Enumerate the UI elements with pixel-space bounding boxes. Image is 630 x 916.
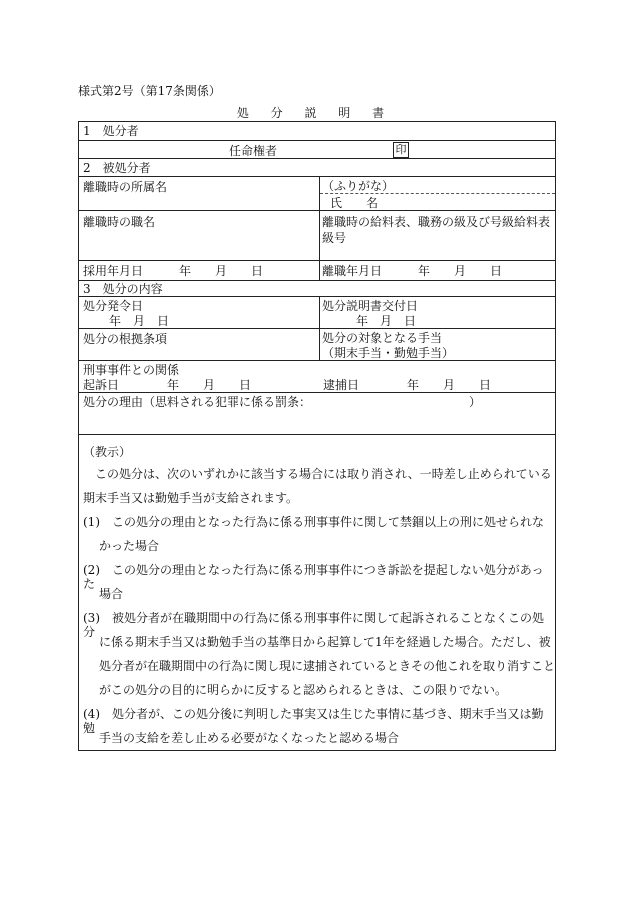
section3-heading: 3 処分の内容 bbox=[83, 282, 163, 296]
furigana-divider bbox=[320, 193, 555, 194]
delivery-date-value: 年 月 日 bbox=[356, 314, 417, 328]
seal-stamp: 印 bbox=[393, 142, 409, 158]
document-title: 処 分 説 明 書 bbox=[236, 106, 394, 120]
notes-item3-line3: 処分者が在職期間中の行為に関し現に逮捕されているときその他これを取り消すこと bbox=[99, 659, 556, 673]
basis-label: 処分の根拠条項 bbox=[83, 332, 168, 346]
position-label: 離職時の職名 bbox=[83, 215, 156, 229]
criminal-row bbox=[79, 360, 555, 393]
reason-close: ） bbox=[469, 395, 482, 409]
instructions-section bbox=[79, 434, 555, 750]
notes-heading: （教示） bbox=[83, 445, 132, 459]
arrest-date: 逮捕日 年 月 日 bbox=[323, 378, 492, 392]
salary-label-line1: 離職時の給料表、職務の級及び号級給料表 bbox=[322, 215, 551, 229]
notes-item3-line2: に係る期末手当又は勤勉手当の基準日から起算して1年を経過した場合。ただし、被 bbox=[99, 635, 551, 649]
dept-name-row bbox=[79, 176, 555, 211]
basis-row bbox=[79, 328, 555, 361]
delivery-date-label: 処分説明書交付日 bbox=[322, 299, 419, 313]
position-row bbox=[79, 210, 555, 261]
hire-date: 採用年月日 年 月 日 bbox=[83, 264, 264, 278]
section1-heading: 1 処分者 bbox=[83, 124, 139, 138]
notes-intro-2: 期末手当又は勤勉手当が支給されます。 bbox=[83, 491, 299, 505]
notes-item2-line2: 場合 bbox=[99, 587, 124, 601]
disposition-form bbox=[78, 121, 556, 751]
dept-label: 離職時の所属名 bbox=[83, 180, 168, 194]
notes-intro-1: この処分は、次のいずれかに該当する場合には取り消され、一時差し止められている bbox=[83, 467, 552, 481]
issue-dates-row bbox=[79, 296, 555, 329]
section2-heading: 2 被処分者 bbox=[83, 161, 151, 175]
notes-item4-line1: (4) 処分者が、この処分後に判明した事実又は生じた事情に基づき、期末手当又は勤勉 bbox=[83, 707, 544, 736]
dates-row bbox=[79, 260, 555, 281]
notes-item3-line4: がこの処分の目的に明らかに反すると認められるときは、この限りでない。 bbox=[99, 683, 508, 697]
notes-item2-line1: (2) この処分の理由となった行為に係る刑事事件につき訴訟を提起しない処分があった bbox=[83, 563, 544, 592]
form-number: 様式第2号（第17条関係） bbox=[78, 84, 221, 98]
notes-item4-line2: 手当の支給を差し止める必要がなくなったと認める場合 bbox=[99, 731, 400, 745]
section1-heading-row bbox=[79, 122, 555, 140]
leave-date: 離職年月日 年 月 日 bbox=[322, 264, 503, 278]
salary-label-line2: 級号 bbox=[322, 231, 347, 245]
target-label: 処分の対象となる手当 bbox=[322, 331, 443, 345]
notes-item1-line2: かった場合 bbox=[99, 539, 160, 553]
notes-item1-line1: (1) この処分の理由となった行為に係る刑事事件に関して禁錮以上の刑に処せられな bbox=[83, 515, 545, 529]
reason-row bbox=[79, 392, 555, 435]
appointer-label: 任命権者 bbox=[229, 144, 278, 158]
reason-label: 処分の理由（思料される犯罪に係る罰条： bbox=[83, 395, 312, 409]
indict-date: 起訴日 年 月 日 bbox=[83, 378, 252, 392]
issue-date-label: 処分発令日 bbox=[83, 299, 144, 313]
section2-heading-row bbox=[79, 158, 555, 177]
name-label: 氏 名 bbox=[330, 196, 379, 210]
notes-item3-line1: (3) 被処分者が在職期間中の行為に係る刑事事件に関して起訴されることなくこの処分 bbox=[83, 611, 545, 640]
section3-heading-row bbox=[79, 280, 555, 297]
criminal-heading: 刑事事件との関係 bbox=[83, 363, 180, 377]
target-value: （期末手当・勤勉手当） bbox=[322, 346, 455, 360]
issue-date-value: 年 月 日 bbox=[109, 314, 170, 328]
furigana-label: （ふりがな） bbox=[322, 179, 395, 193]
appointer-row bbox=[79, 140, 555, 159]
